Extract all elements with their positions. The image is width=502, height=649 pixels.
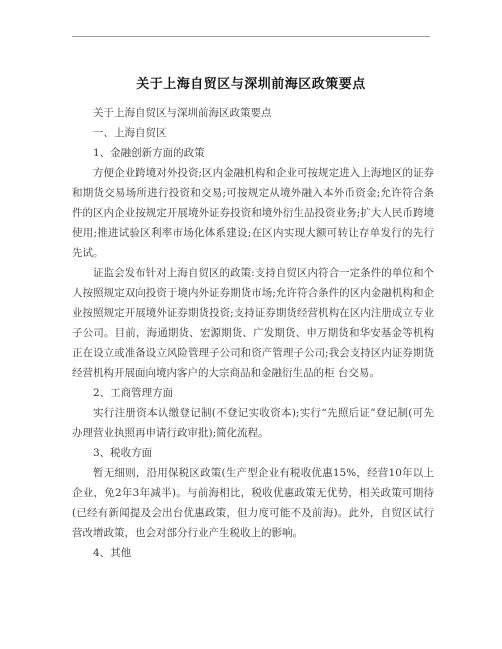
header-rule xyxy=(72,36,430,37)
subsection-heading: 1、金融创新方面的政策 xyxy=(93,147,205,159)
document-title: 关于上海自贸区与深圳前海区政策要点 xyxy=(136,77,366,92)
body-paragraph: 证监会发布针对上海自贸区的政策:支持自贸区内符合一定条件的单位和个人按照规定双向投资于境内外证券期货市场;允许符合条件的区内金融机构和企业按照规定开展境外证券期货投资;支持证券期货经营机构在区内注册成立专业子公司。目前，海通期货、宏源期货、广发期货、申万期货和华安基金等机构正在设立或准备设立风险管理子公司和资产管理子公司;我会支持区内证券期货经营机构开展面向境内客户的大宗商品和金融衍生品的柜 台交易。 xyxy=(72,267,434,379)
subsection-heading: 4、其他 xyxy=(93,547,132,559)
body-paragraph: 方便企业跨境对外投资;区内金融机构和企业可按规定进入上海地区的证券和期货交易场所进行投资和交易;可按规定从境外融入本外币资金;允许符合条件的区内企业按规定开展境外证券投资和境外衍生品投资业务;扩大人民币跨境使用;推进试验区利率市场化体系建设;在区内实现大额可转让存单发行的先行先试。 xyxy=(72,167,434,259)
section-heading: 一、上海自贸区 xyxy=(93,127,167,139)
subsection-heading: 3、税收方面 xyxy=(93,447,153,459)
body-paragraph: 暂无细则，沿用保税区政策(生产型企业有税收优惠15%，经营10年以上企业，免2年3年减半)。与前海相比，税收优惠政策无优势，相关政策可期待(已经有新闻提及会出台优惠政策，但力度可能不及前海)。此外，自贸区试行营改增政策，也会对部分行业产生税收上的影响。 xyxy=(72,467,434,539)
subsection-heading: 2、工商管理方面 xyxy=(93,387,174,399)
body-paragraph: 关于上海自贸区与深圳前海区政策要点 xyxy=(93,107,272,119)
document-body xyxy=(72,103,434,563)
body-paragraph: 实行注册资本认缴登记制(不登记实收资本);实行“先照后证”登记制(可先办理营业执照再申请行政审批);简化流程。 xyxy=(72,407,434,439)
